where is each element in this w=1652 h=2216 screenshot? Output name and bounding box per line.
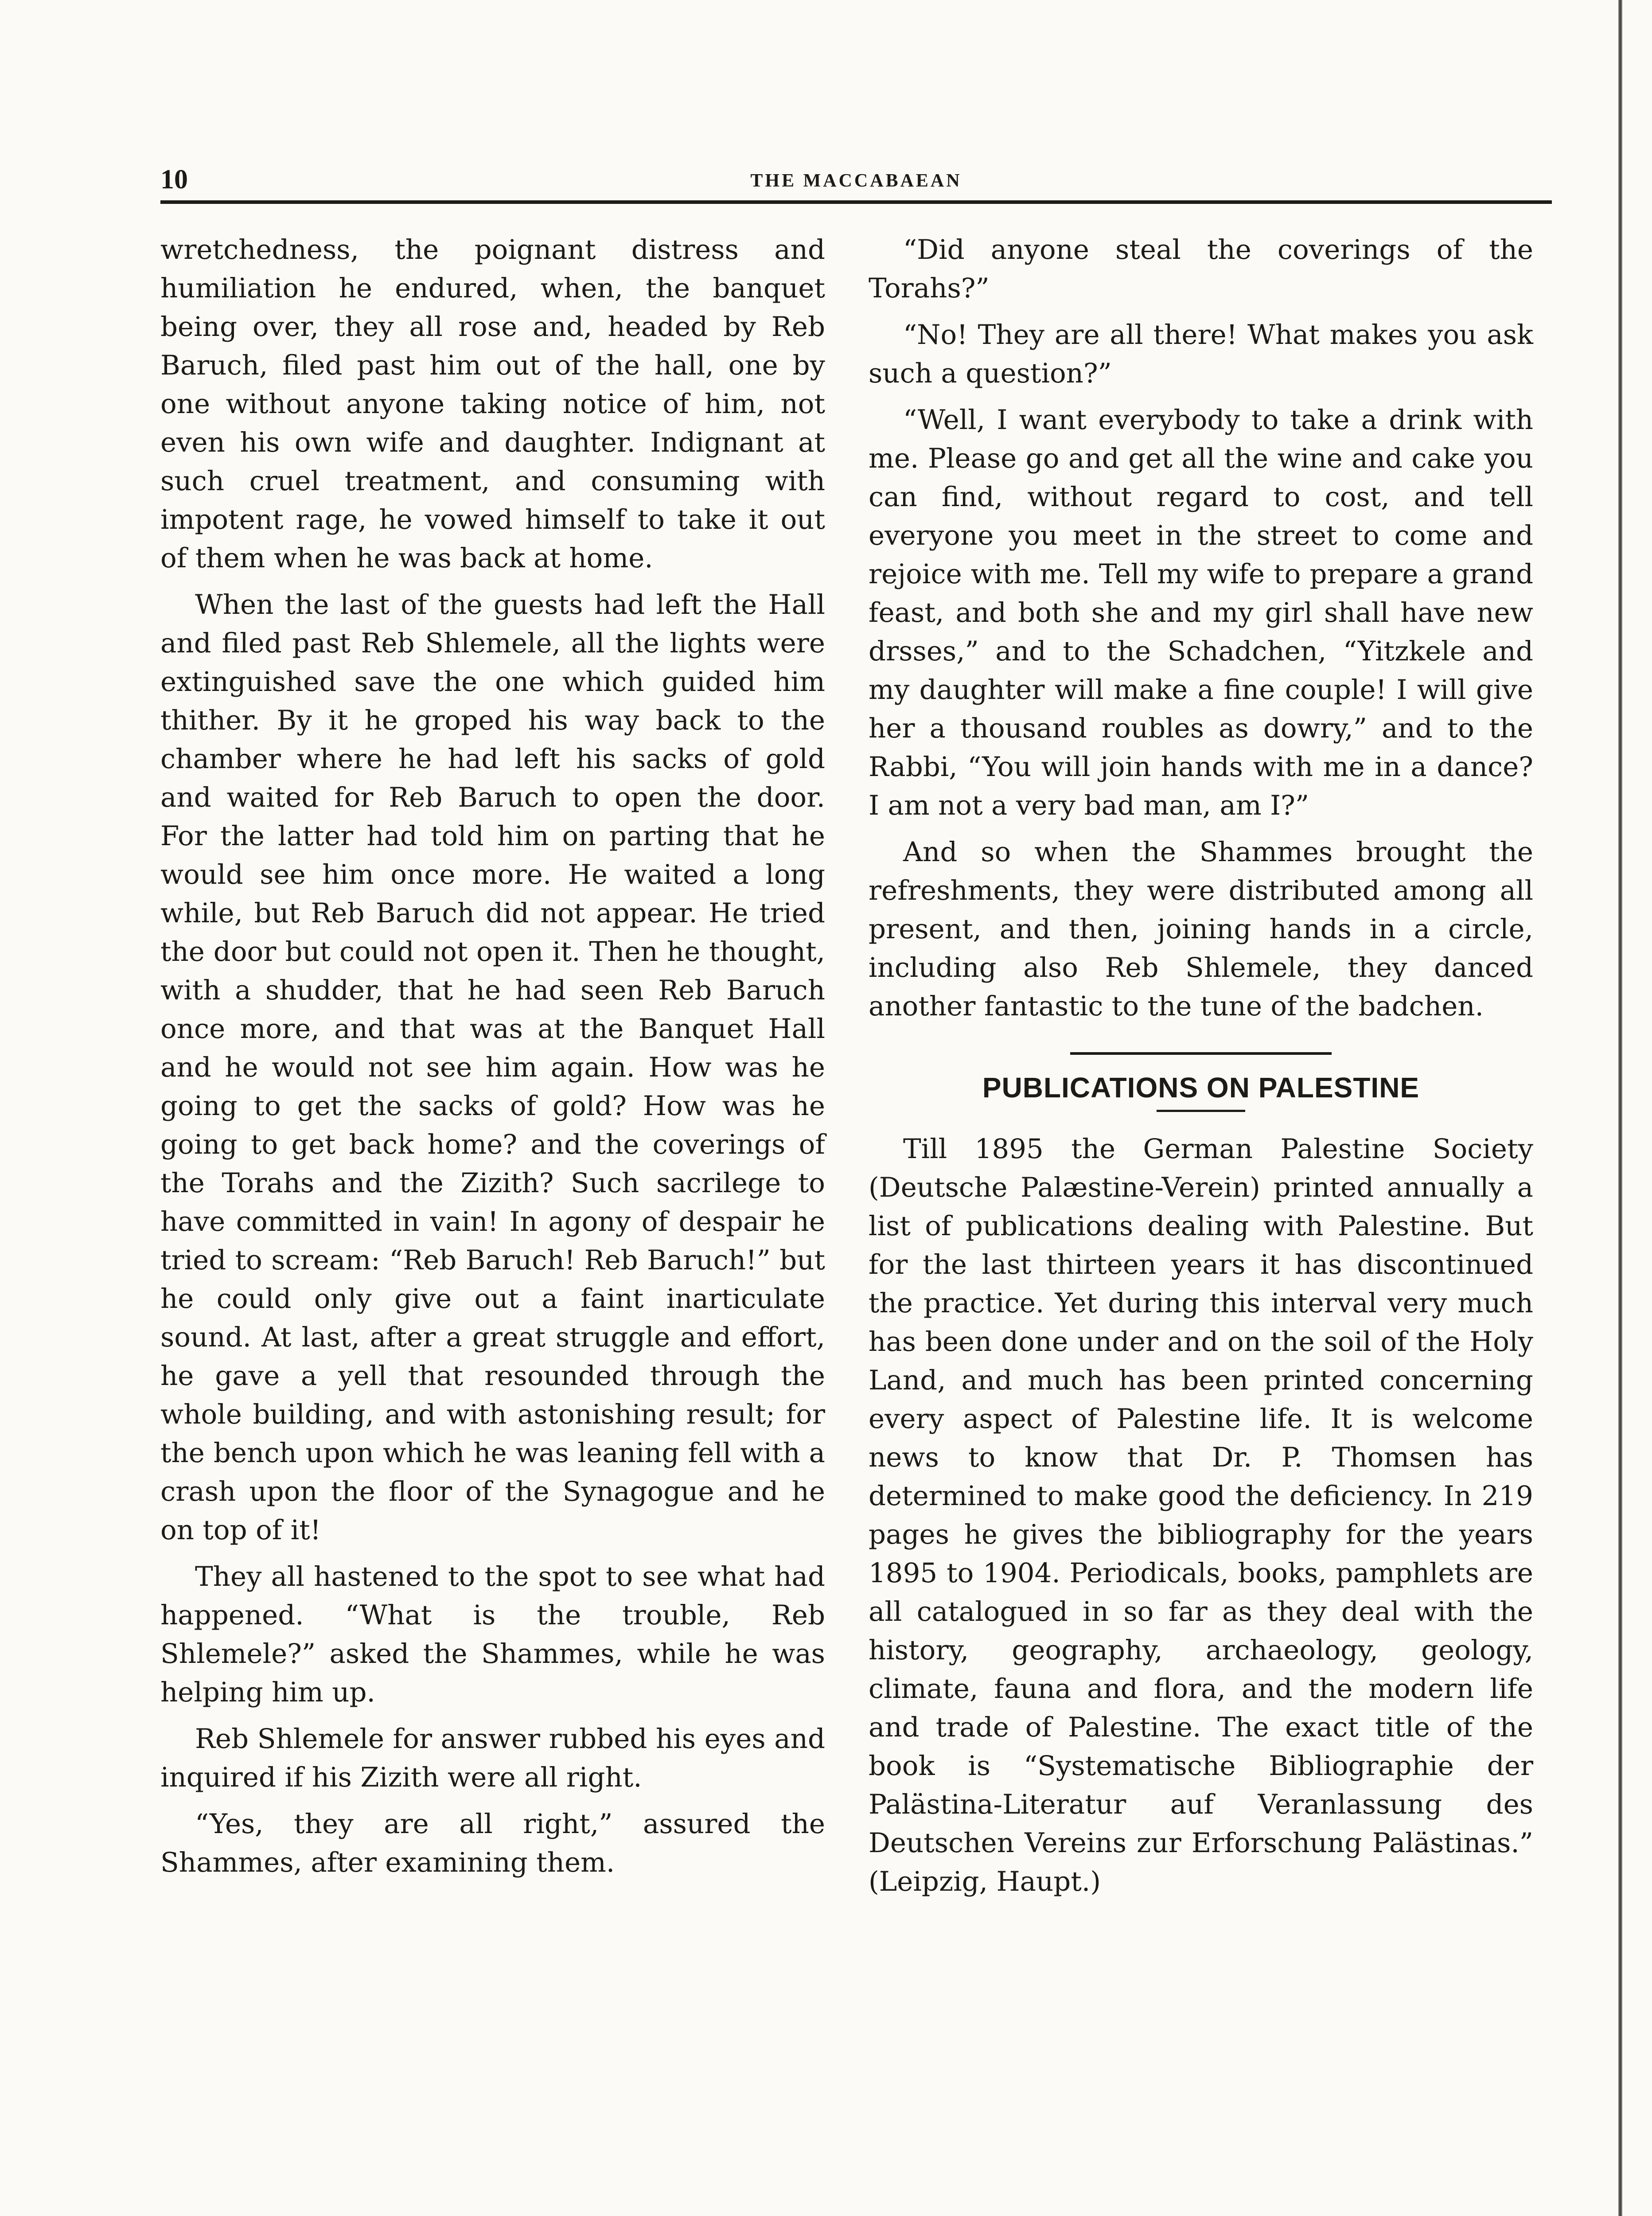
left-paragraph-2: When the last of the guests had left the Hall and filed past Reb Shlemele, all the lights were extinguished save the one which guided him thither. By it he groped his way back to the chamber where he had left his sacks of gold and waited for Reb Baruch to open the door. For the latter had told him on parting that he would see him once more. He waited a long while, but Reb Baruch did not appear. He tried the door but could not open it. Then he thought, with a shudder, that he had seen Reb Baruch once more, and that was at the Banquet Hall and he would not see him again. How was he going to get the sacks of gold? How was he going to get back home? and the coverings of the Torahs and the Zizith? Such sacrilege to have committed in vain! In agony of despair he tried to scream: “Reb Baruch! Reb Baruch!” but he could only give out a faint inarticulate sound. At last, after a great struggle and effort, he gave a yell that resounded through the whole building, and with astonishing result; for the bench upon which he was leaning fell with a crash upon the floor of the Synagogue and he on top of it! <box>160 589 825 1546</box>
left-paragraph-5: “Yes, they are all right,” assured the Shammes, after examining them. <box>160 1808 825 1878</box>
left-paragraph-3: They all hastened to the spot to see what had happened. “What is the trouble, Reb Shlemele?” asked the Shammes, while he was helping him up. <box>160 1561 825 1708</box>
running-head: THE MACCABAEAN <box>750 171 962 191</box>
page-number: 10 <box>160 164 188 195</box>
page-edge-line <box>1618 0 1622 2216</box>
section-heading: PUBLICATIONS ON PALESTINE <box>982 1072 1420 1104</box>
page-header <box>160 164 1552 199</box>
section-separator-rule <box>1070 1052 1332 1055</box>
right-paragraph-4: And so when the Shammes brought the refreshments, they were distributed among all present, and then, joining hands in a circle, including also Reb Shlemele, they danced another fantastic to the tune of the badchen. <box>869 836 1533 1022</box>
right-paragraph-2: “No! They are all there! What makes you ask such a question?” <box>869 319 1533 389</box>
right-paragraph-3: “Well, I want everybody to take a drink with me. Please go and get all the wine and cake you can find, without regard to cost, and tell everyone you meet in the street to come and rejoice with me. Tell my wife to prepare a grand feast, and both she and my girl shall have new drsses,” and to the Schadchen, “Yitzkele and my daughter will make a fine couple! I will give her a thousand roubles as dowry,” and to the Rabbi, “You will join hands with me in a dance? I am not a very bad man, am I?” <box>869 404 1533 821</box>
header-rule <box>160 200 1552 204</box>
section-paragraph-1: Till 1895 the German Palestine Society (Deutsche Palæstine-Verein) printed annually a list of publications dealing with Palestine. But for the last thirteen years it has discontinued the practice. Yet during this interval very much has been done under and on the soil of the Holy Land, and much has been printed concerning every aspect of Palestine life. It is welcome news to know that Dr. P. Thomsen has determined to make good the deficiency. In 219 pages he gives the bibliography for the years 1895 to 1904. Periodicals, books, pamphlets are all catalogued in so far as they deal with the history, geography, archaeology, geology, climate, fauna and flora, and the modern life and trade of Palestine. The exact title of the book is “Systematische Bibliographie der Palästina-Literatur auf Veranlassung des Deutschen Vereins zur Erforschung Palästinas.” (Leipzig, Haupt.) <box>869 1133 1533 1897</box>
heading-underline-rule <box>1157 1110 1245 1112</box>
right-paragraph-1: “Did anyone steal the coverings of the Torahs?” <box>869 234 1533 304</box>
left-paragraph-1: wretchedness, the poignant distress and humiliation he endured, when, the banquet being over, they all rose and, headed by Reb Baruch, filed past him out of the hall, one by one without anyone taking notice of him, not even his own wife and daughter. Indignant at such cruel treatment, and consuming with impotent rage, he vowed himself to take it out of them when he was back at home. <box>160 234 825 574</box>
left-column <box>160 230 825 1890</box>
right-column <box>869 230 1533 1909</box>
left-paragraph-4: Reb Shlemele for answer rubbed his eyes and inquired if his Zizith were all right. <box>160 1723 825 1793</box>
